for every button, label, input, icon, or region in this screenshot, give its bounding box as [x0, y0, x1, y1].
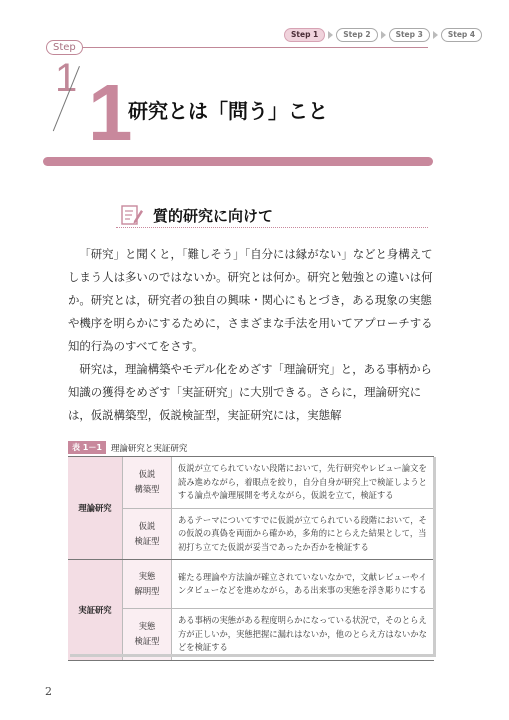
table-row	[68, 560, 434, 609]
comparison-table	[68, 457, 434, 661]
description-cell: あるテーマについてすでに仮説が立てられている段階において，その仮説の真偽を両面から確かめ，多角的にとらえた結果として，当初打ち立てた仮説が妥当であったか否かを検証する	[172, 508, 435, 560]
type-cell	[123, 508, 172, 560]
table-caption-text: 理論研究と実証研究	[110, 443, 188, 454]
category-cell: 実証研究	[68, 560, 123, 661]
table-row	[68, 609, 434, 661]
table-row	[68, 508, 434, 560]
table-label: 表 1－1	[68, 441, 106, 454]
step-2-badge[interactable]: Step 2	[336, 28, 377, 42]
step-3-badge[interactable]: Step 3	[389, 28, 430, 42]
step-tag: Step	[46, 40, 83, 55]
table-shadow-right	[433, 457, 436, 654]
type-label-line: 構築型	[134, 484, 160, 495]
section-underline	[116, 227, 428, 228]
type-cell	[123, 457, 172, 508]
table-caption	[68, 441, 187, 454]
step-divider-line	[83, 47, 428, 48]
chevron-right-icon	[381, 31, 386, 39]
memo-pencil-icon	[120, 203, 144, 227]
table-row	[68, 457, 434, 508]
step-1-badge[interactable]: Step 1	[284, 28, 325, 42]
description-cell: 仮説が立てられていない段階において，先行研究やレビュー論文を読み進めながら，着眼点を絞り，自分自身が研究上で検証しようとする論点や論理展開を考えながら，仮説を立て，検証する	[172, 457, 435, 508]
step-number-small: 1	[55, 56, 78, 100]
type-cell	[123, 609, 172, 661]
table-shadow-bottom	[70, 654, 436, 657]
type-label-line: 検証型	[134, 535, 160, 546]
type-label-line: 実態	[138, 571, 156, 581]
type-label-line: 解明型	[134, 586, 160, 596]
section-title: 質的研究に向けて	[153, 207, 274, 225]
description-cell: 確たる理論や方法論が確立されていないなかで，文献レビューやインタビューなどを進めながら，ある出来事の実態を浮き彫りにする	[172, 560, 435, 609]
type-label-line: 検証型	[134, 636, 160, 647]
paragraph: 「研究」と聞くと，「難しそう」「自分には縁がない」などと身構えてしまう人は多いのではないか。研究とは何か。研究と勉強との違いは何か。研究とは，研究者の独自の興味・関心にもとづき，ある現象の実態や機序を明らかにするために，さまざまな手法を用いてアプローチする知的行為のすべてをさす。	[68, 247, 433, 353]
category-cell: 理論研究	[68, 457, 123, 560]
type-label-line: 仮説	[138, 520, 156, 531]
step-4-badge[interactable]: Step 4	[441, 28, 482, 42]
title-accent-bar	[43, 157, 433, 166]
chapter-title: 研究とは「問う」こと	[128, 99, 328, 123]
chevron-right-icon	[433, 31, 438, 39]
chevron-right-icon	[328, 31, 333, 39]
body-text	[68, 243, 436, 427]
type-cell	[123, 560, 172, 609]
paragraph: 研究は，理論構築やモデル化をめざす「理論研究」と，ある事柄から知識の獲得をめざす「実証研究」に大別できる。さらに，理論研究には，仮説構築型，仮説検証型，実証研究には，実態解	[68, 362, 432, 422]
description-cell: ある事柄の実態がある程度明らかになっている状況で，そのとらえ方が正しいか，実態把握に漏れはないか，他のとらえ方はないかなどを検証する	[172, 609, 435, 661]
page-number: 2	[45, 685, 52, 698]
chapter-number-large: 1	[88, 68, 133, 157]
step-breadcrumb	[284, 28, 482, 42]
type-label-line: 仮説	[138, 469, 156, 480]
type-label-line: 実態	[138, 621, 156, 632]
